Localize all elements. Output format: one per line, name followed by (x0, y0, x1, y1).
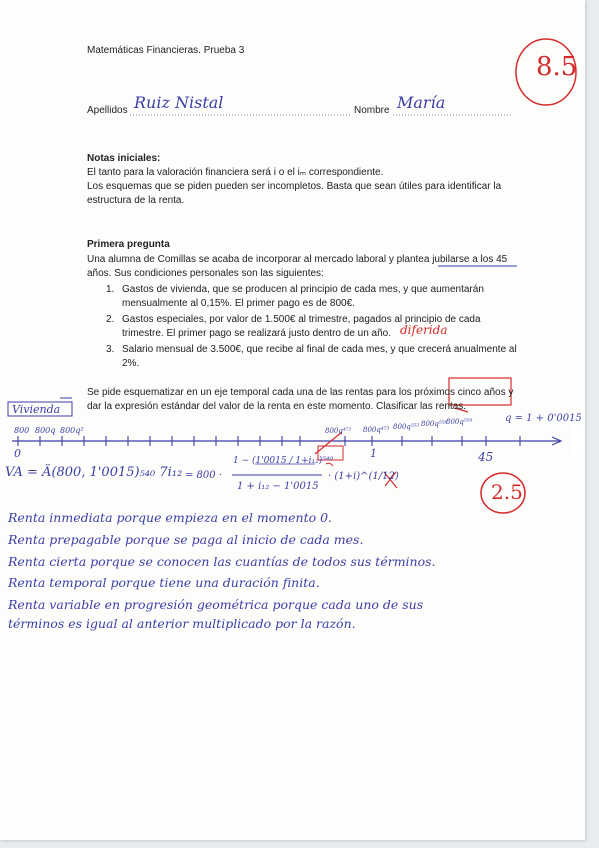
timeline-late-2: 800q⁴⁷³ (363, 426, 390, 434)
question-heading: Primera pregunta (87, 239, 170, 250)
item-1-line-2: mensualmente al 0,15%. El primer pago es de 800€. (122, 298, 355, 309)
whiteout-patch (572, 425, 585, 455)
timeline-late-3: 800q⁵⁵³ (393, 423, 420, 431)
item-3-num: 3. (106, 344, 115, 355)
item-3-line-2: 2%. (122, 358, 140, 369)
task-line-1: Se pide esquematizar en un eje temporal cada una de las rentas para los próximos cinco años y (87, 387, 514, 398)
answer-line-3: Renta cierta porque se conocen las cuantías de todos sus términos. (8, 554, 436, 569)
task-line-2: dar la expresión estándar del valor de la renta en este momento. Clasificar las rentas. (87, 401, 467, 412)
formula-denominator: 1 + i₁₂ − 1'0015 (237, 481, 319, 492)
surname-value: Ruiz Nistal (134, 93, 224, 112)
grade-total: 8.5 (536, 52, 578, 82)
notes-line-1: El tanto para la valoración financiera será i o el iₘ correspondiente. (87, 167, 384, 178)
answer-line-2: Renta prepagable porque se paga al inicio de cada mes. (8, 532, 364, 547)
exam-title: Matemáticas Financieras. Prueba 3 (87, 45, 245, 56)
vivienda-label: Vivienda (12, 403, 61, 416)
timeline-early-2: 800q (35, 426, 56, 435)
item-2-note: diferida (400, 323, 448, 337)
answer-line-6: términos es igual al anterior multiplicado por la razón. (8, 616, 356, 631)
item-1-num: 1. (106, 284, 115, 295)
formula-numerator: 1 − (1'0015 / 1+i₁₂)⁵⁴⁰ (233, 456, 334, 466)
name-value: María (397, 93, 446, 112)
item-1-line-1: Gastos de vivienda, que se producen al principio de cada mes, y que aumentarán (122, 284, 484, 295)
item-2-num: 2. (106, 314, 115, 325)
item-3-line-1: Salario mensual de 3.500€, que recibe al final de cada mes, y que crecerá anualmente al (122, 344, 517, 355)
name-label: Nombre (354, 105, 390, 116)
timeline-q: q = 1 + 0'0015 (505, 413, 582, 424)
question-intro-1: Una alumna de Comillas se acaba de incorporar al mercado laboral y plantea jubilarse a los 45 (87, 254, 508, 265)
timeline-late-5: 800q⁵⁵⁹ (446, 418, 473, 426)
timeline-early-1: 800 (14, 426, 30, 435)
timeline-early-3: 800q² (60, 426, 84, 435)
formula-lhs: VA = Ä(800, 1'0015)₅₄₀ 7i₁₂ (5, 465, 183, 480)
timeline-one: 1 (370, 447, 377, 460)
answer-line-4: Renta temporal porque tiene una duración finita. (8, 575, 320, 590)
answer-line-1: Renta inmediata porque empieza en el momento 0. (8, 510, 333, 525)
timeline-end: 45 (478, 450, 494, 464)
surname-label: Apellidos (87, 105, 128, 116)
question-intro-2: años. Sus condiciones personales son las siguientes: (87, 268, 324, 279)
formula-tail: · (1+i)^(1/12) (328, 471, 399, 482)
notes-heading: Notas iniciales: (87, 153, 161, 164)
item-2-line-1: Gastos especiales, por valor de 1.500€ al trimestre, pagados al principio de cada (122, 314, 481, 325)
answer-line-5: Renta variable en progresión geométrica porque cada uno de sus (8, 597, 424, 612)
notes-line-3: estructura de la renta. (87, 195, 185, 206)
timeline-start: 0 (14, 447, 21, 460)
notes-line-2: Los esquemas que se piden pueden ser incompletos. Basta que sean útiles para identificar la (87, 181, 502, 192)
grade-partial: 2.5 (491, 480, 523, 504)
formula-eq: = 800 · (185, 470, 223, 481)
timeline-late-4: 800q⁵⁵⁸ (421, 420, 448, 428)
item-2-line-2: trimestre. El primer pago se realizará justo dentro de un año. (122, 328, 392, 339)
red-slash-timeline (315, 432, 342, 454)
timeline-late-1: 800q⁴⁷² (325, 427, 352, 435)
